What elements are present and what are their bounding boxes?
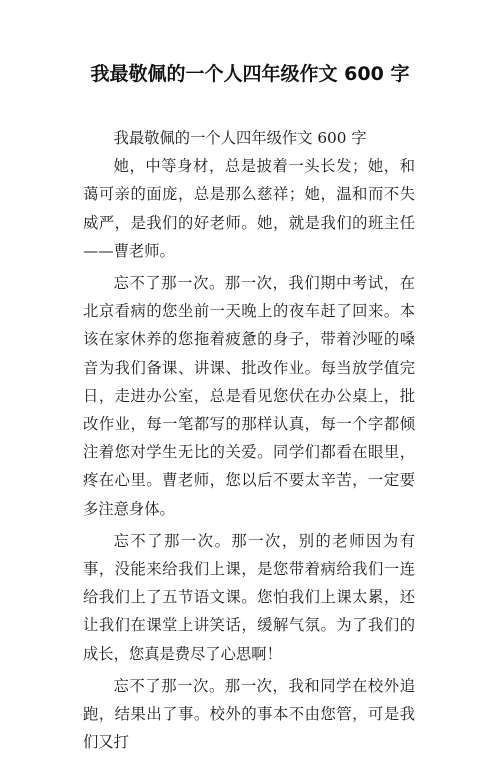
paragraph-2: 忘不了那一次。那一次，我们期中考试，在北京看病的您坐前一天晚上的夜车赶了回来。本该在家休养的您拖着疲惫的身子，带着沙哑的嗓音为我们备课、讲课、批改作业。每当放学值完日，走进办公室，总是看见您伏在办公桌上，批改作业，每一笔都写的那样认真，每一个字都倾注着您对学生无比的关爱。同学们都看在眼里，疼在心里。曹老师，您以后不要太辛苦，一定要多注意身体。	[83, 274, 415, 518]
document-body	[83, 124, 415, 760]
document-title: 我最敬佩的一个人四年级作文 600 字	[90, 63, 410, 85]
paragraph-4: 忘不了那一次。那一次，我和同学在校外追跑，结果出了事。校外的事本不由您管，可是我们又打	[83, 676, 415, 752]
document-subtitle: 我最敬佩的一个人四年级作文 600 字	[113, 129, 367, 147]
paragraph-1: 她，中等身材，总是披着一头长发；她，和蔼可亲的面庞，总是那么慈祥；她，温和而不失威严，是我们的好老师。她，就是我们的班主任——曹老师。	[83, 157, 415, 260]
paragraph-3: 忘不了那一次。那一次，别的老师因为有事，没能来给我们上课，是您带着病给我们一连给我们上了五节语文课。您怕我们上课太累，还让我们在课堂上讲笑话，缓解气氛。为了我们的成长，您真是费尽了心思啊！	[83, 531, 415, 663]
